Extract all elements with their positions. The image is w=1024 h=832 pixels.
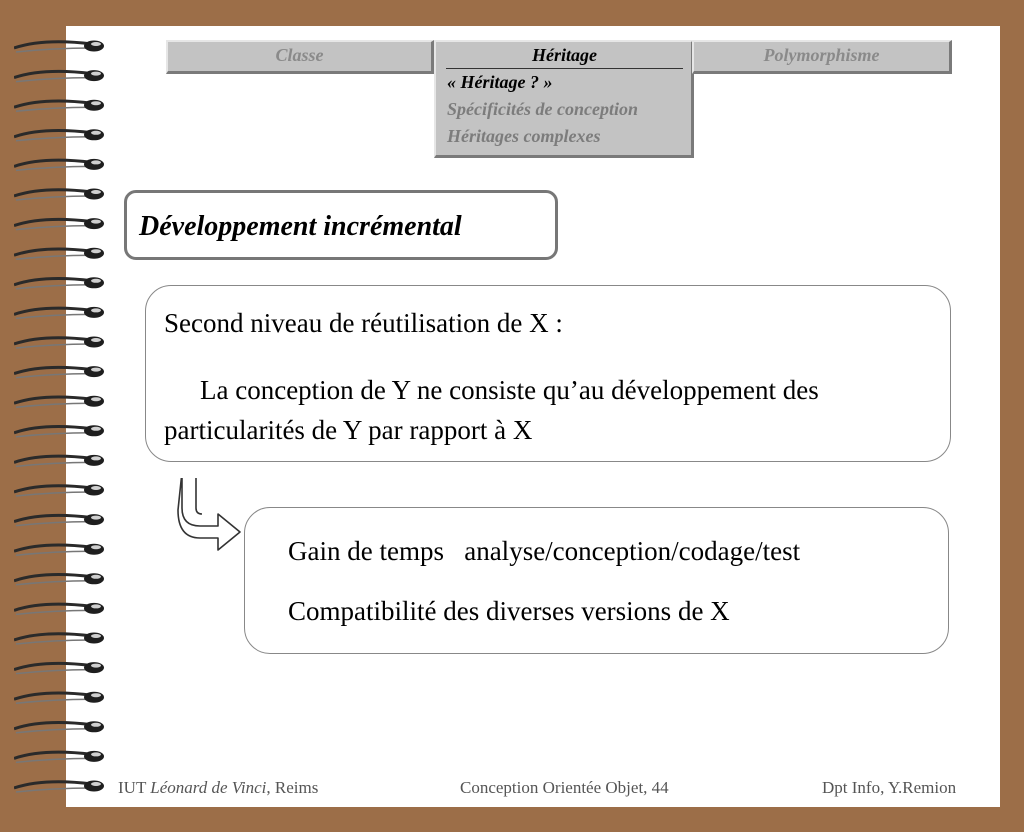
benefit-time — [288, 536, 800, 567]
spiral-ring — [14, 692, 104, 704]
spiral-ring — [14, 603, 104, 615]
spiral-ring — [14, 781, 104, 793]
benefit-time-label: Gain de temps — [288, 536, 444, 566]
spiral-ring — [14, 396, 104, 408]
spiral-binding-icon — [14, 30, 114, 800]
definition-box — [145, 285, 951, 462]
tab-classe[interactable] — [166, 40, 434, 74]
footer-author: Dpt Info, Y.Remion — [822, 778, 957, 797]
definition-heading: Second niveau de réutilisation de X : — [164, 308, 563, 338]
footer-institution — [118, 778, 318, 798]
tab-polymorphisme[interactable] — [692, 40, 952, 74]
spiral-ring — [14, 218, 104, 230]
spiral-ring — [14, 100, 104, 112]
spiral-ring — [14, 425, 104, 437]
footer-school: Léonard de Vinci — [150, 778, 267, 797]
spiral-ring — [14, 70, 104, 82]
spiral-ring — [14, 159, 104, 171]
slide-title: Développement incrémental — [124, 190, 558, 260]
nav-tabs — [166, 40, 952, 146]
benefits-box — [244, 507, 949, 654]
spiral-ring — [14, 544, 104, 556]
spiral-ring — [14, 662, 104, 674]
spiral-ring — [14, 41, 104, 53]
spiral-ring — [14, 248, 104, 260]
tab-polymorphisme-label: Polymorphisme — [763, 45, 880, 65]
spiral-ring — [14, 307, 104, 319]
spiral-ring — [14, 721, 104, 733]
definition-text: La conception de Y ne consiste qu’au développement des particularités de Y par rapport à X — [164, 375, 819, 445]
spiral-ring — [14, 633, 104, 645]
tab-classe-label: Classe — [275, 45, 324, 65]
heritage-submenu — [436, 69, 691, 150]
spiral-ring — [14, 573, 104, 585]
submenu-item-heritages-complexes[interactable]: Héritages complexes — [447, 126, 601, 146]
curved-arrow-icon — [176, 478, 242, 554]
footer-course: Conception Orientée Objet, 44 — [460, 778, 669, 797]
spiral-ring — [14, 277, 104, 289]
tab-heritage-label: Héritage — [446, 42, 683, 69]
tab-heritage[interactable] — [434, 40, 694, 158]
spiral-ring — [14, 485, 104, 497]
spiral-ring — [14, 366, 104, 378]
benefit-time-detail: analyse/conception/codage/test — [464, 536, 801, 566]
submenu-item-specificites[interactable]: Spécificités de conception — [447, 99, 638, 119]
benefit-compatibility: Compatibilité des diverses versions de X — [288, 596, 730, 626]
spiral-ring — [14, 751, 104, 763]
footer-city: , Reims — [266, 778, 319, 797]
spiral-ring — [14, 129, 104, 141]
spiral-ring — [14, 189, 104, 201]
submenu-item-heritage[interactable]: « Héritage ? » — [447, 72, 553, 92]
spiral-ring — [14, 337, 104, 349]
footer-iut: IUT — [118, 778, 151, 797]
spiral-ring — [14, 514, 104, 526]
spiral-ring — [14, 455, 104, 467]
